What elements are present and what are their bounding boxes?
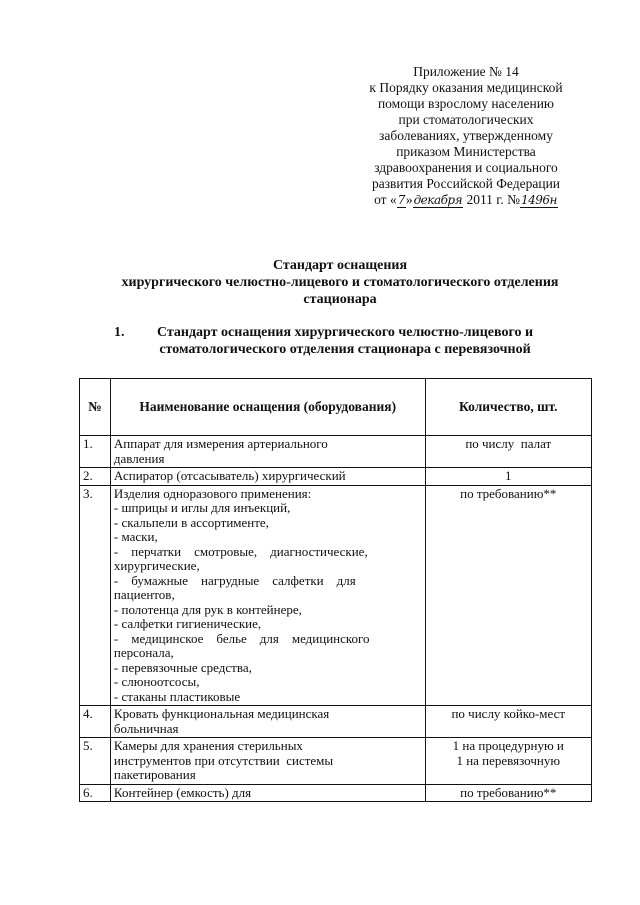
row-number: 3. — [80, 485, 111, 706]
name-line: - медицинское белье для медицинского — [113, 630, 370, 646]
name-line: - салфетки гигиенические, — [113, 616, 262, 631]
row-quantity: 1 на процедурную и 1 на перевязочную — [425, 738, 591, 785]
name-line: - шприцы и иглы для инъекций, — [113, 500, 291, 515]
title-line: Стандарт оснащения — [272, 258, 408, 273]
annex-line: здравоохранения и социального — [374, 160, 558, 175]
row-quantity: по требованию** — [425, 485, 591, 706]
row-number: 1. — [80, 436, 111, 468]
header-number: № — [80, 379, 111, 436]
annex-line: к Порядку оказания медицинской — [369, 80, 563, 95]
name-line: Изделия одноразового применения: — [113, 485, 312, 501]
name-line: персонала, — [113, 645, 174, 660]
name-line: Камеры для хранения стерильных — [113, 738, 303, 753]
handwritten-month: декабря — [413, 193, 463, 207]
name-line: пациентов, — [113, 587, 175, 602]
name-line: Аспиратор (отсасыватель) хирургический — [113, 468, 346, 483]
row-number: 5. — [80, 738, 111, 785]
name-line: инструментов при отсутствии системы — [113, 752, 334, 768]
date-mid: » — [405, 192, 413, 207]
section-line: стоматологического отделения стационара с перевязочной — [159, 342, 531, 357]
annex-line: при стоматологических — [398, 112, 534, 127]
name-line: больничная — [113, 720, 179, 736]
row-quantity: по требованию** — [425, 784, 591, 802]
section-number: 1. — [114, 325, 125, 340]
row-quantity: по числу палат — [425, 436, 591, 468]
table-row — [80, 784, 592, 802]
document-title — [80, 257, 600, 308]
name-line: - перевязочные средства, — [113, 659, 252, 675]
year-text: 2011 г. № — [466, 192, 520, 207]
name-line: - бумажные нагрудные салфетки для — [113, 572, 356, 588]
annex-line: развития Российской Федерации — [371, 176, 561, 191]
row-name — [110, 436, 425, 468]
header-quantity: Количество, шт. — [425, 379, 591, 436]
title-line: хирургического челюстно-лицевого и стоматологического отделения — [121, 275, 559, 290]
name-line: - слюноотсосы, — [113, 674, 200, 689]
row-name — [110, 468, 425, 486]
name-line: Аппарат для измерения артериального — [113, 436, 328, 451]
row-number: 4. — [80, 706, 111, 738]
equipment-table — [79, 378, 592, 802]
annex-line: помощи взрослому населению — [377, 96, 555, 111]
section-line: Стандарт оснащения хирургического челюстно-лицевого и — [156, 325, 534, 340]
name-line: хирургические, — [113, 558, 200, 573]
row-number: 2. — [80, 468, 111, 486]
row-quantity: 1 — [425, 468, 591, 486]
row-number: 6. — [80, 784, 111, 802]
annex-header — [350, 64, 582, 208]
annex-line: Приложение № 14 — [413, 64, 519, 79]
name-line: - перчатки смотровые, диагностические, — [113, 543, 368, 559]
table-row — [80, 468, 592, 486]
table-row — [80, 738, 592, 785]
handwritten-order-number: 1496н — [520, 193, 557, 207]
title-line: стационара — [303, 292, 377, 307]
table-row — [80, 706, 592, 738]
name-line: давления — [113, 450, 165, 466]
table-row — [80, 485, 592, 706]
name-line: Кровать функциональная медицинская — [113, 706, 330, 721]
section-heading — [100, 324, 590, 358]
handwritten-day: 7 — [397, 193, 405, 207]
order-date-line — [350, 192, 582, 208]
name-line: - полотенца для рук в контейнере, — [113, 601, 302, 617]
row-name — [110, 784, 425, 802]
table-row — [80, 436, 592, 468]
header-name: Наименование оснащения (оборудования) — [110, 379, 425, 436]
row-name — [110, 706, 425, 738]
date-prefix: от « — [374, 192, 397, 207]
name-line: пакетирования — [113, 767, 196, 782]
row-name — [110, 485, 425, 706]
name-line: Контейнер (емкость) для — [113, 784, 252, 800]
annex-line: приказом Министерства — [396, 144, 536, 159]
name-line: - скальпели в ассортименте, — [113, 514, 269, 530]
row-quantity: по числу койко-мест — [425, 706, 591, 738]
name-line: - стаканы пластиковые — [113, 688, 241, 704]
annex-line: заболеваниях, утвержденному — [379, 128, 553, 143]
table-header-row — [80, 379, 592, 436]
row-name — [110, 738, 425, 785]
name-line: - маски, — [113, 529, 158, 544]
